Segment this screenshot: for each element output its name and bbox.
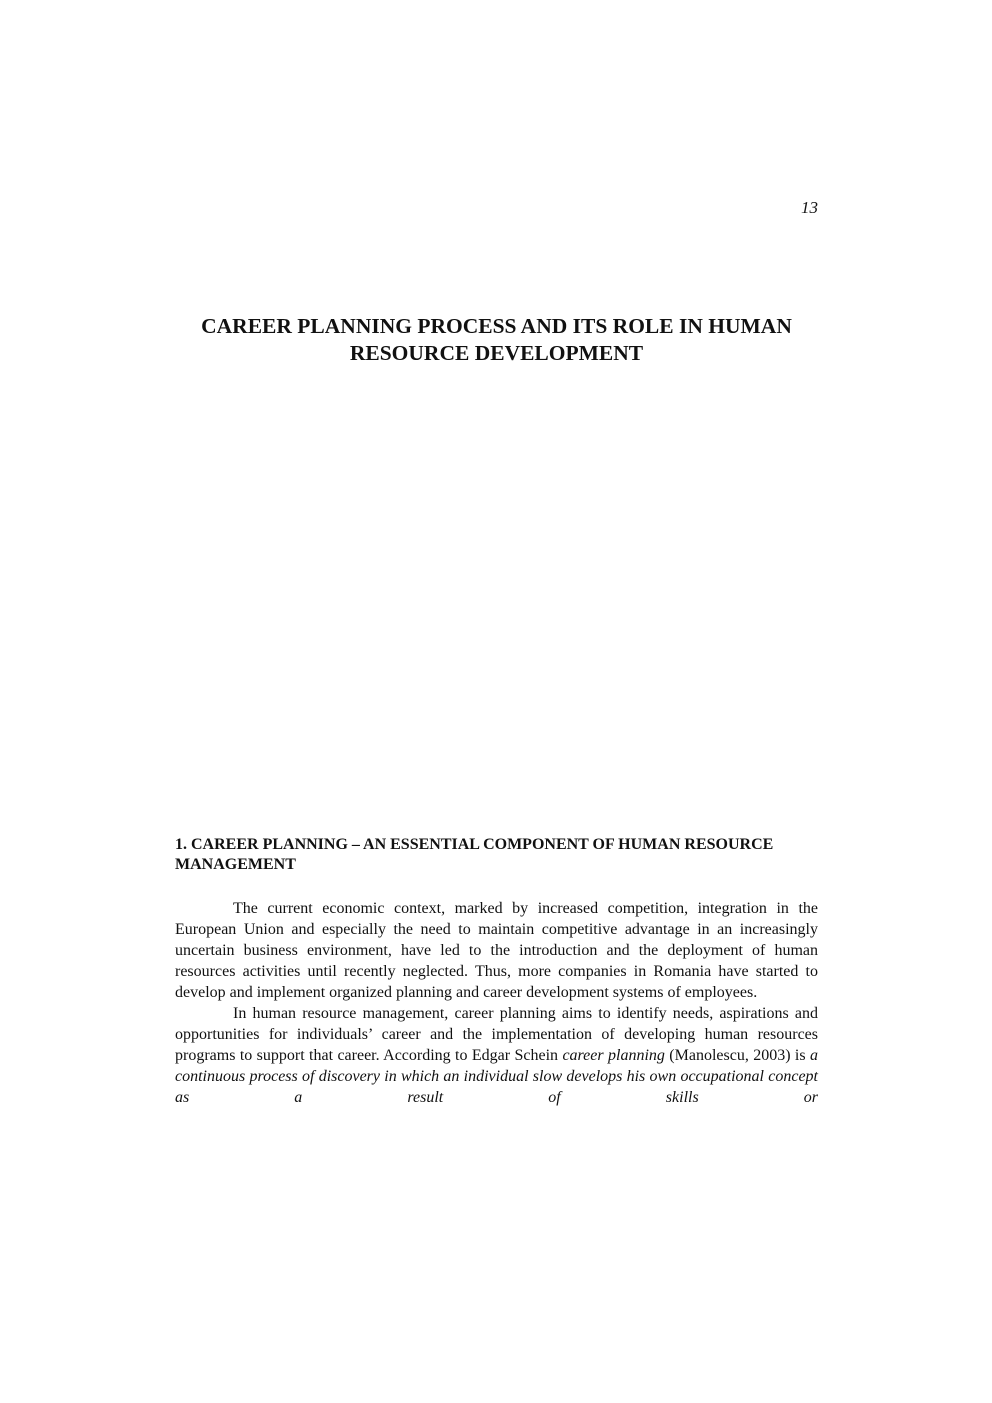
text-run: (Manolescu, 2003) is	[664, 1047, 810, 1064]
document-title: CAREER PLANNING PROCESS AND ITS ROLE IN HUMAN RESOURCE DEVELOPMENT	[201, 314, 792, 365]
italic-quote: a continuous process of discovery in which an individual slow develops his own occupational concept as a result of skills or	[175, 1047, 818, 1106]
italic-term: career planning	[562, 1047, 665, 1064]
paragraph: The current economic context, marked by increased competition, integration in the European Union and especially the need to maintain competitive advantage in an increasingly uncertain business environment, have led to the introduction and the deployment of human resources activities until recently neglected. Thus, more companies in Romania have started to develop and implement organized planning and career development systems of employees.	[175, 900, 818, 1001]
body-text	[175, 898, 818, 1108]
text-run: In human resource management, career planning aims to identify needs, aspirations and opportunities for individuals’ career and the implementation of developing human resources programs to support that career. According to Edgar Schein	[175, 1005, 818, 1064]
paragraph	[175, 1003, 818, 1108]
section-heading: 1. CAREER PLANNING – AN ESSENTIAL COMPONENT OF HUMAN RESOURCE MANAGEMENT	[175, 836, 774, 873]
page-number: 13	[801, 198, 818, 217]
